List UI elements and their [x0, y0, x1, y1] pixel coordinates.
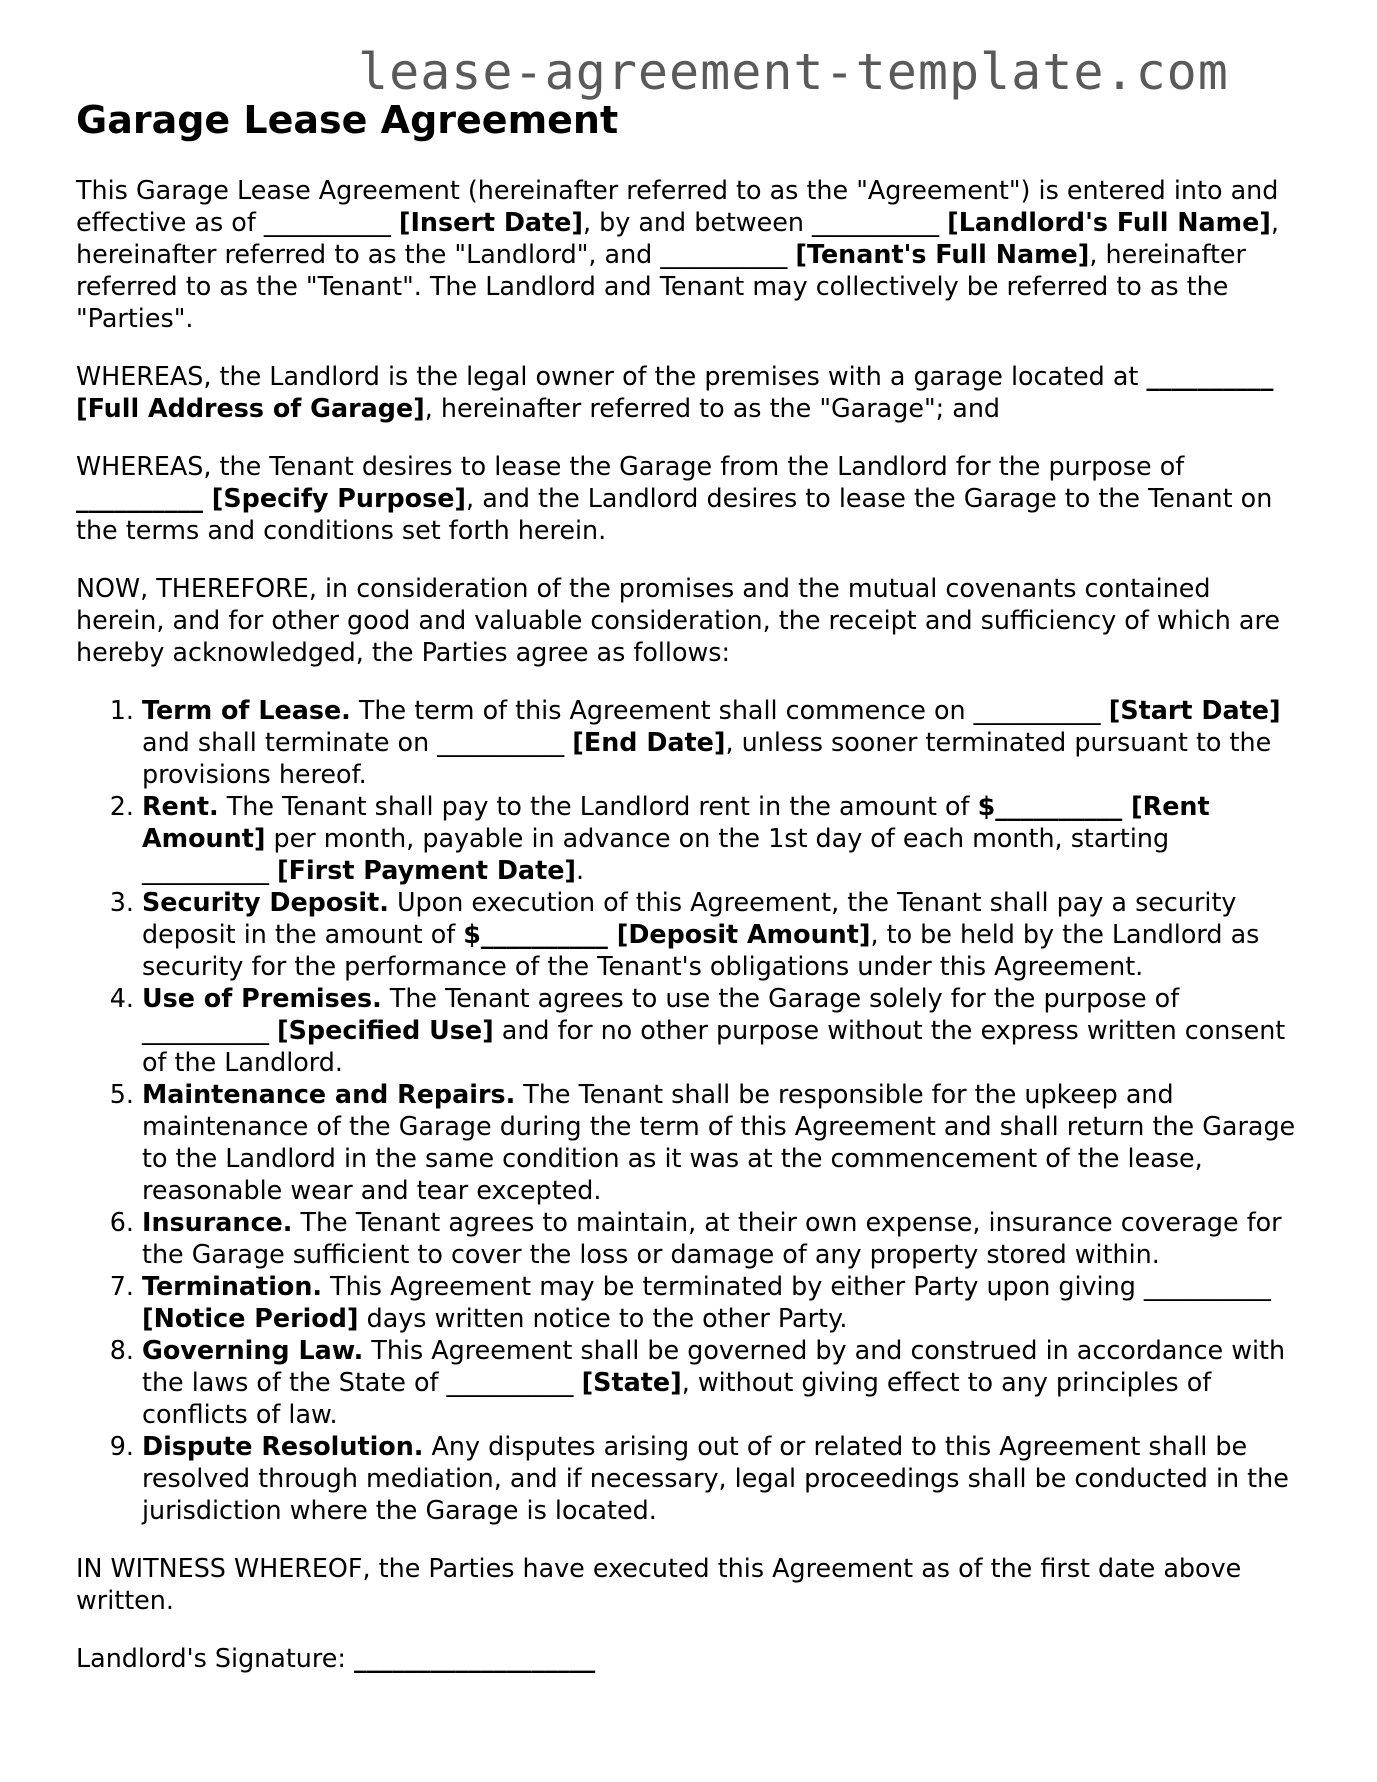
clause-termination — [142, 1270, 1304, 1334]
clause-text: The Tenant shall be responsible for the upkeep and maintenance of the Garage during the term of this Agreement and shall return the Garage to the Landlord in the same condition as it was at the commencement of the lease, reasonable wear and tear excepted. — [142, 1079, 1296, 1205]
whereas1-text-1: WHEREAS, the Landlord is the legal owner of the premises with a garage located at — [76, 361, 1147, 391]
start-date-placeholder: [Start Date] — [1108, 695, 1281, 725]
clause-text: The term of this Agreement shall commence on __________ — [350, 695, 1109, 725]
intro-text-1: This Garage Lease Agreement (hereinafter referred to as the "Agreement") is entered into and effective as of __________ — [76, 175, 1279, 237]
now-therefore-paragraph: NOW, THEREFORE, in consideration of the promises and the mutual covenants contained herein, and for other good and valuable consideration, the receipt and sufficiency of which are hereby acknowledged, the Parties agree as follows: — [76, 573, 1280, 667]
whereas1-text-2: , hereinafter referred to as the "Garage"; and — [424, 393, 1001, 423]
clause-insurance — [142, 1206, 1304, 1270]
clause-text: Upon execution of this Agreement, the Tenant shall pay a security deposit in the amount of — [142, 887, 1237, 949]
signature-blank[interactable]: ___________________ — [354, 1643, 596, 1673]
clause-text: per month, payable in advance on the 1st day of each month, starting __________ — [142, 823, 1170, 885]
intro-text-2: , by and between __________ — [583, 207, 948, 237]
clause-text: This Agreement shall be governed by and construed in accordance with the laws of the State of __________ — [142, 1335, 1286, 1397]
clause-text: , unless sooner terminated pursuant to the provisions hereof. — [142, 727, 1272, 789]
clause-text: , without giving effect to any principles of conflicts of law. — [142, 1367, 1212, 1429]
clause-heading: Rent. — [142, 791, 219, 821]
whereas-landlord-paragraph — [76, 360, 1304, 424]
clause-term-of-lease — [142, 694, 1304, 790]
whereas2-text-1: WHEREAS, the Tenant desires to lease the Garage from the Landlord for the purpose of — [76, 451, 1185, 481]
insert-date-placeholder: [Insert Date] — [398, 207, 583, 237]
clause-list — [76, 694, 1304, 1526]
clause-security-deposit — [142, 886, 1304, 982]
specified-use-placeholder: [Specified Use] — [277, 1015, 494, 1045]
clause-text: , to be held by the Landlord as security for the performance of the Tenant's obligations under this Agreement. — [142, 919, 1260, 981]
tenant-name-placeholder: [Tenant's Full Name] — [795, 239, 1090, 269]
rent-amount-placeholder: $__________ [Rent Amount] — [142, 791, 1210, 853]
intro-text-3: , hereinafter referred to as the "Landlord", and __________ — [76, 207, 1279, 269]
landlord-signature-line — [76, 1642, 1304, 1674]
page-title: Garage Lease Agreement — [76, 98, 619, 142]
clause-text: and shall terminate on __________ — [142, 727, 573, 757]
clause-text: This Agreement may be terminated by either Party upon giving __________ — [322, 1271, 1271, 1301]
clause-heading: Governing Law. — [142, 1335, 364, 1365]
notice-period-placeholder: [Notice Period] — [142, 1303, 359, 1333]
clause-heading: Maintenance and Repairs. — [142, 1079, 516, 1109]
clause-heading: Termination. — [142, 1271, 323, 1301]
deposit-amount-placeholder: $__________ [Deposit Amount] — [463, 919, 871, 949]
clause-text: and for no other purpose without the express written consent of the Landlord. — [142, 1015, 1286, 1077]
site-watermark: lease-agreement-template.com — [358, 43, 1229, 101]
clause-heading: Term of Lease. — [142, 695, 351, 725]
clause-text: days written notice to the other Party. — [358, 1303, 848, 1333]
garage-address-placeholder: __________ [Full Address of Garage] — [76, 361, 1274, 423]
clause-text: The Tenant agrees to use the Garage solely for the purpose of __________ — [142, 983, 1180, 1045]
whereas2-text-2: , and the Landlord desires to lease the Garage to the Tenant on the terms and conditions set forth herein. — [76, 483, 1273, 545]
clause-use-of-premises — [142, 982, 1304, 1078]
witness-paragraph: IN WITNESS WHEREOF, the Parties have executed this Agreement as of the first date above written. — [76, 1553, 1242, 1615]
first-payment-date-placeholder: [First Payment Date] — [277, 855, 577, 885]
clause-heading: Dispute Resolution. — [142, 1431, 424, 1461]
clause-rent — [142, 790, 1304, 886]
clause-text: . — [576, 855, 585, 885]
landlord-name-placeholder: [Landlord's Full Name] — [947, 207, 1271, 237]
intro-paragraph — [76, 174, 1304, 334]
purpose-placeholder: __________ [Specify Purpose] — [76, 483, 467, 513]
signature-label: Landlord's Signature: — [76, 1643, 355, 1673]
clause-text: Any disputes arising out of or related to this Agreement shall be resolved through mediation, and if necessary, legal proceedings shall be conducted in the jurisdiction where the Garage is located. — [142, 1431, 1289, 1525]
whereas-tenant-paragraph — [76, 450, 1304, 546]
clause-dispute-resolution — [142, 1430, 1304, 1526]
clause-text: The Tenant agrees to maintain, at their own expense, insurance coverage for the Garage sufficient to cover the loss or damage of any property stored within. — [142, 1207, 1282, 1269]
state-placeholder: [State] — [581, 1367, 682, 1397]
clause-governing-law — [142, 1334, 1304, 1430]
clause-heading: Use of Premises. — [142, 983, 382, 1013]
clause-maintenance — [142, 1078, 1304, 1206]
document-body — [76, 98, 1304, 1674]
intro-text-4: , hereinafter referred to as the "Tenant". The Landlord and Tenant may collectively be referred to as the "Parties". — [76, 239, 1246, 333]
end-date-placeholder: [End Date] — [572, 727, 726, 757]
clause-heading: Security Deposit. — [142, 887, 389, 917]
clause-heading: Insurance. — [142, 1207, 293, 1237]
clause-text: The Tenant shall pay to the Landlord rent in the amount of — [218, 791, 978, 821]
